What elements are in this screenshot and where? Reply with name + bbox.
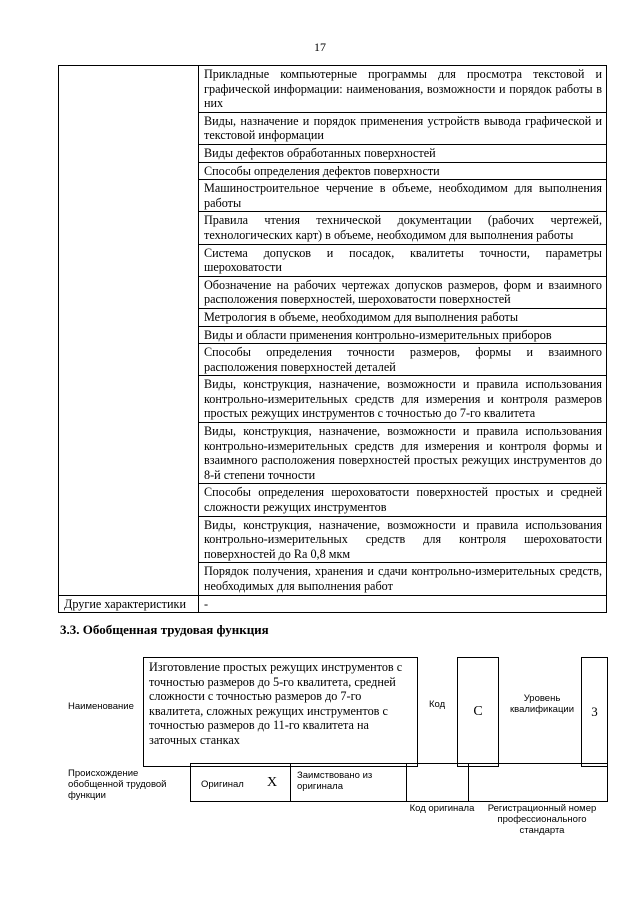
knowledge-item: Система допусков и посадок, квалитеты точности, параметры шероховатости (199, 244, 607, 276)
knowledge-item: Виды, конструкция, назначение, возможности и правила использования контрольно-измерительных средств для измерения и контроля размеров простых режущих инструментов с точностью до 7-го квалитета (199, 376, 607, 423)
knowledge-item: Машиностроительное черчение в объеме, необходимом для выполнения работы (199, 180, 607, 212)
other-characteristics-label: Другие характеристики (59, 595, 199, 613)
code-label: Код (429, 699, 446, 710)
knowledge-item: Способы определения шероховатости поверхностей простых и средней сложности режущих инструментов (199, 484, 607, 516)
knowledge-item: Прикладные компьютерные программы для просмотра текстовой и графической информации: наименования, возможности и порядок работы в них (199, 66, 607, 113)
table-row (59, 595, 607, 613)
knowledge-item: Правила чтения технической документации (рабочих чертежей, технологических карт) в объеме, необходимом для выполнения работы (199, 212, 607, 244)
origin-table (190, 763, 608, 802)
table-row (59, 66, 607, 113)
origin-label: Происхождение обобщенной трудовой функции (68, 768, 167, 801)
original-code-caption: Код оригинала (409, 803, 475, 814)
section-title: 3.3. Обобщенная трудовая функция (60, 622, 269, 637)
registration-number-caption: Регистрационный номер профессионального стандарта (487, 803, 597, 836)
name-label: Наименование (68, 701, 134, 712)
knowledge-item: Способы определения дефектов поверхности (199, 162, 607, 180)
origin-reg-cell (469, 764, 607, 801)
origin-code-cell (407, 764, 469, 801)
knowledge-item: Виды, конструкция, назначение, возможности и правила использования контрольно-измерительных средств для контроля шероховатости поверхностей до Ra 0,8 мкм (199, 516, 607, 563)
knowledge-table (58, 65, 607, 613)
knowledge-item: Виды и области применения контрольно-измерительных приборов (199, 326, 607, 344)
knowledge-item: Обозначение на рабочих чертежах допусков размеров, форм и взаимного расположения поверхностей, шероховатости поверхностей (199, 276, 607, 308)
borrowed-label: Заимствовано из оригинала (297, 770, 373, 792)
knowledge-item: Виды, конструкция, назначение, возможности и правила использования контрольно-измерительных средств для измерения и контроля формы и взаимного расположения поверхностей простых режущих инструментов до 8-й степени точности (199, 423, 607, 484)
knowledge-item: Порядок получения, хранения и сдачи контрольно-измерительных средств, необходимых для выполнения работ (199, 563, 607, 595)
knowledge-item: Способы определения точности размеров, формы и взаимного расположения поверхностей деталей (199, 344, 607, 376)
function-name-box: Изготовление простых режущих инструментов с точностью размеров до 5-го квалитета, средней сложности с точностью размеров до 7-го квалитета, сложных режущих инструментов с точностью размеров до 11-го квалитета на заточных станках (143, 657, 418, 767)
page-number: 17 (314, 40, 326, 54)
other-characteristics-value: - (199, 595, 607, 613)
original-mark: X (267, 775, 278, 790)
original-label: Оригинал (201, 779, 244, 790)
origin-borrowed-cell (291, 764, 407, 801)
origin-original-cell (191, 764, 291, 801)
qualification-level-box: 3 (581, 657, 608, 767)
knowledge-item: Метрология в объеме, необходимом для выполнения работы (199, 308, 607, 326)
knowledge-item: Виды, назначение и порядок применения устройств вывода графической и текстовой информации (199, 112, 607, 144)
qualification-level-label: Уровень квалификации (509, 693, 575, 715)
knowledge-item: Виды дефектов обработанных поверхностей (199, 144, 607, 162)
category-cell (59, 66, 199, 596)
code-value-box: C (457, 657, 499, 767)
